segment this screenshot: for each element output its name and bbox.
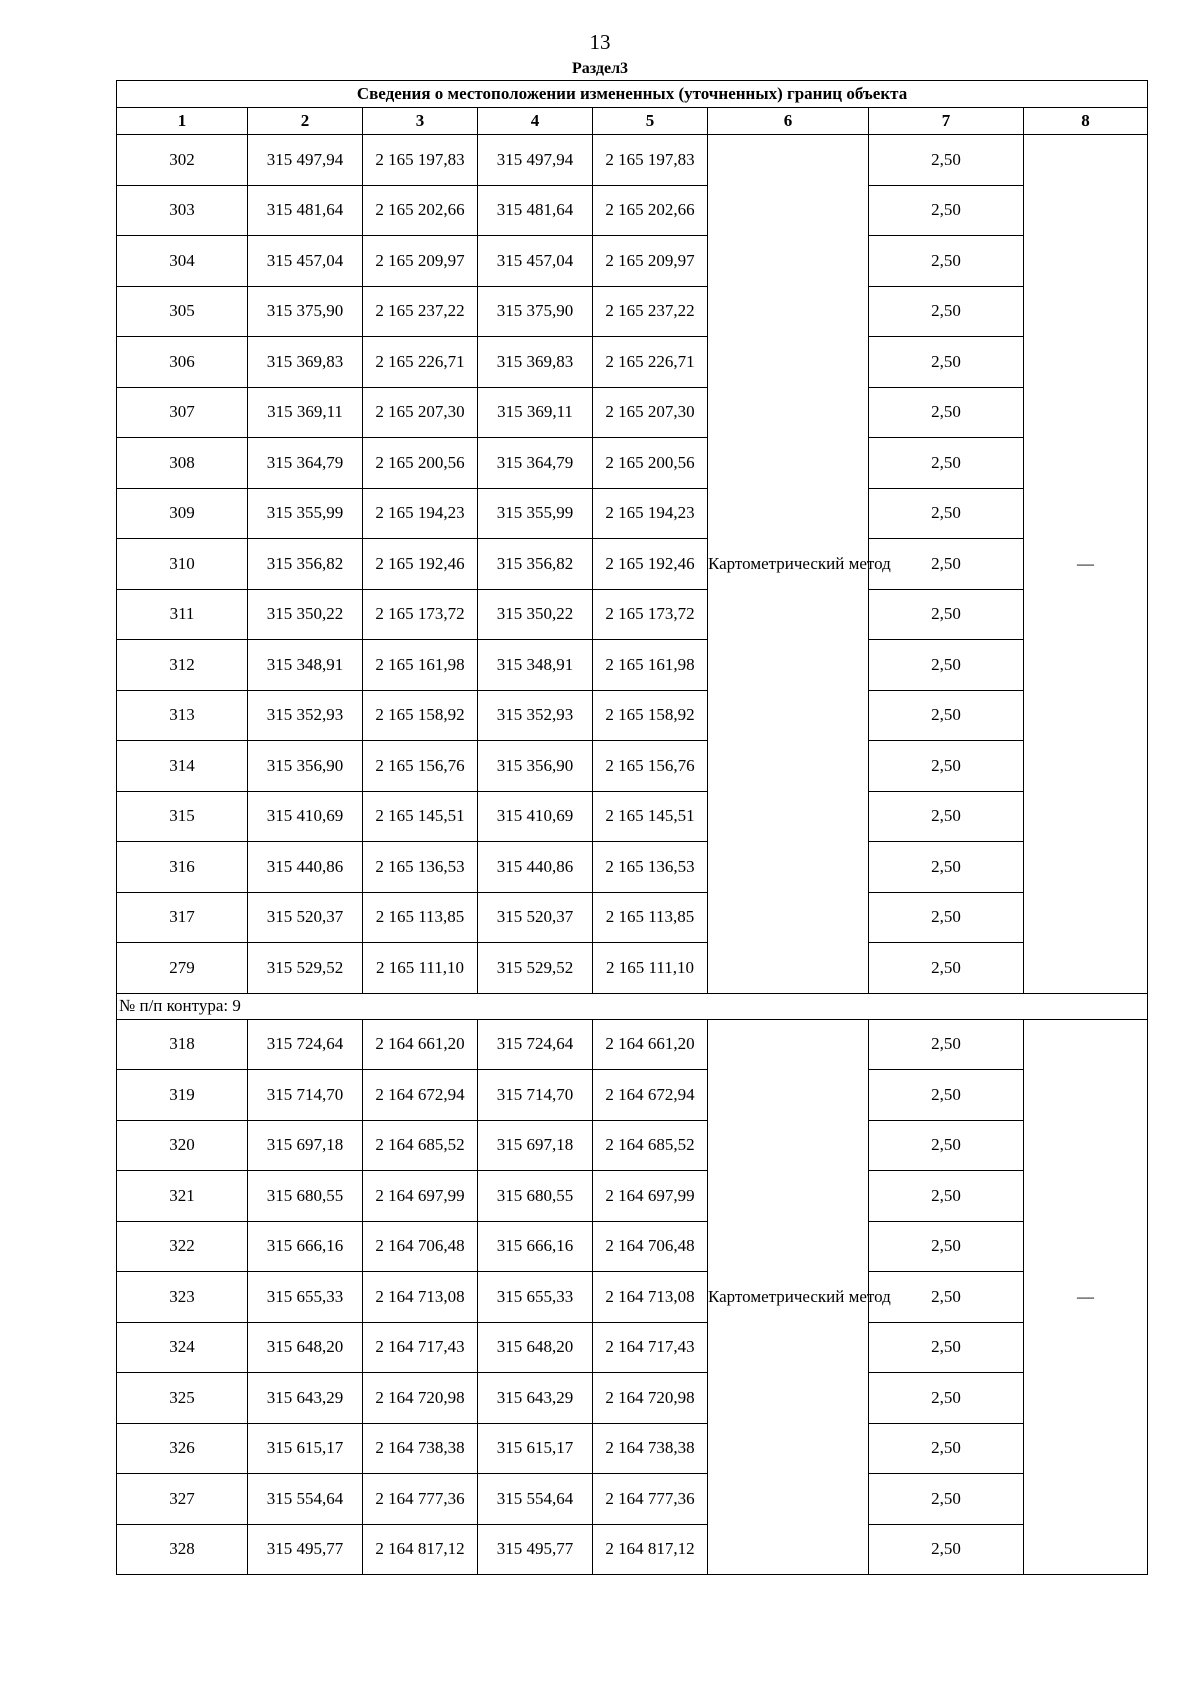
point-number-cell: 317 bbox=[117, 892, 248, 943]
point-number-cell: 308 bbox=[117, 438, 248, 489]
y-refined-cell: 2 164 672,94 bbox=[593, 1070, 708, 1121]
precision-cell: 2,50 bbox=[869, 488, 1024, 539]
x-refined-cell: 315 440,86 bbox=[478, 842, 593, 893]
y-existing-cell: 2 165 200,56 bbox=[363, 438, 478, 489]
y-refined-cell: 2 164 738,38 bbox=[593, 1423, 708, 1474]
table-row bbox=[117, 1120, 1148, 1171]
column-number-3: 3 bbox=[363, 108, 478, 135]
point-number-cell: 322 bbox=[117, 1221, 248, 1272]
point-number-cell: 326 bbox=[117, 1423, 248, 1474]
y-refined-cell: 2 165 161,98 bbox=[593, 640, 708, 691]
x-refined-cell: 315 697,18 bbox=[478, 1120, 593, 1171]
x-existing-cell: 315 648,20 bbox=[248, 1322, 363, 1373]
point-number-cell: 310 bbox=[117, 539, 248, 590]
table-row bbox=[117, 1221, 1148, 1272]
x-refined-cell: 315 520,37 bbox=[478, 892, 593, 943]
point-number-cell: 319 bbox=[117, 1070, 248, 1121]
x-existing-cell: 315 655,33 bbox=[248, 1272, 363, 1323]
y-existing-cell: 2 164 717,43 bbox=[363, 1322, 478, 1373]
precision-cell: 2,50 bbox=[869, 690, 1024, 741]
y-refined-cell: 2 164 720,98 bbox=[593, 1373, 708, 1424]
y-existing-cell: 2 164 697,99 bbox=[363, 1171, 478, 1222]
y-existing-cell: 2 165 194,23 bbox=[363, 488, 478, 539]
y-existing-cell: 2 165 145,51 bbox=[363, 791, 478, 842]
x-existing-cell: 315 375,90 bbox=[248, 286, 363, 337]
column-number-6: 6 bbox=[708, 108, 869, 135]
y-refined-cell: 2 165 194,23 bbox=[593, 488, 708, 539]
precision-cell: 2,50 bbox=[869, 539, 1024, 590]
precision-cell: 2,50 bbox=[869, 387, 1024, 438]
point-number-cell: 327 bbox=[117, 1474, 248, 1525]
x-refined-cell: 315 615,17 bbox=[478, 1423, 593, 1474]
table-row bbox=[117, 438, 1148, 489]
x-existing-cell: 315 666,16 bbox=[248, 1221, 363, 1272]
x-existing-cell: 315 520,37 bbox=[248, 892, 363, 943]
y-refined-cell: 2 165 207,30 bbox=[593, 387, 708, 438]
precision-cell: 2,50 bbox=[869, 286, 1024, 337]
table-row bbox=[117, 286, 1148, 337]
table-row bbox=[117, 892, 1148, 943]
table-row bbox=[117, 943, 1148, 994]
x-existing-cell: 315 410,69 bbox=[248, 791, 363, 842]
y-refined-cell: 2 165 226,71 bbox=[593, 337, 708, 388]
point-number-cell: 328 bbox=[117, 1524, 248, 1575]
precision-cell: 2,50 bbox=[869, 337, 1024, 388]
column-number-7: 7 bbox=[869, 108, 1024, 135]
table-title: Сведения о местоположении измененных (уточненных) границ объекта bbox=[117, 81, 1148, 108]
y-existing-cell: 2 165 192,46 bbox=[363, 539, 478, 590]
precision-cell: 2,50 bbox=[869, 943, 1024, 994]
y-refined-cell: 2 165 158,92 bbox=[593, 690, 708, 741]
y-refined-cell: 2 165 173,72 bbox=[593, 589, 708, 640]
point-number-cell: 305 bbox=[117, 286, 248, 337]
y-refined-cell: 2 164 685,52 bbox=[593, 1120, 708, 1171]
y-existing-cell: 2 165 197,83 bbox=[363, 135, 478, 186]
point-number-cell: 321 bbox=[117, 1171, 248, 1222]
x-existing-cell: 315 440,86 bbox=[248, 842, 363, 893]
column-number-1: 1 bbox=[117, 108, 248, 135]
precision-cell: 2,50 bbox=[869, 1524, 1024, 1575]
y-existing-cell: 2 165 173,72 bbox=[363, 589, 478, 640]
x-existing-cell: 315 352,93 bbox=[248, 690, 363, 741]
x-existing-cell: 315 457,04 bbox=[248, 236, 363, 287]
table-row bbox=[117, 1373, 1148, 1424]
precision-cell: 2,50 bbox=[869, 236, 1024, 287]
x-refined-cell: 315 554,64 bbox=[478, 1474, 593, 1525]
x-existing-cell: 315 355,99 bbox=[248, 488, 363, 539]
table-body bbox=[117, 135, 1148, 1575]
x-existing-cell: 315 643,29 bbox=[248, 1373, 363, 1424]
column-number-4: 4 bbox=[478, 108, 593, 135]
precision-cell: 2,50 bbox=[869, 1221, 1024, 1272]
y-refined-cell: 2 165 209,97 bbox=[593, 236, 708, 287]
table-row bbox=[117, 337, 1148, 388]
y-refined-cell: 2 165 156,76 bbox=[593, 741, 708, 792]
x-refined-cell: 315 350,22 bbox=[478, 589, 593, 640]
precision-cell: 2,50 bbox=[869, 1423, 1024, 1474]
y-refined-cell: 2 164 697,99 bbox=[593, 1171, 708, 1222]
x-existing-cell: 315 697,18 bbox=[248, 1120, 363, 1171]
table-row bbox=[117, 1322, 1148, 1373]
table-row bbox=[117, 640, 1148, 691]
y-refined-cell: 2 165 111,10 bbox=[593, 943, 708, 994]
precision-cell: 2,50 bbox=[869, 135, 1024, 186]
y-existing-cell: 2 165 207,30 bbox=[363, 387, 478, 438]
point-number-cell: 318 bbox=[117, 1019, 248, 1070]
precision-cell: 2,50 bbox=[869, 1373, 1024, 1424]
precision-cell: 2,50 bbox=[869, 741, 1024, 792]
y-refined-cell: 2 165 197,83 bbox=[593, 135, 708, 186]
page-number: 13 bbox=[589, 30, 611, 54]
y-existing-cell: 2 164 713,08 bbox=[363, 1272, 478, 1323]
table-row bbox=[117, 842, 1148, 893]
y-refined-cell: 2 164 713,08 bbox=[593, 1272, 708, 1323]
point-number-cell: 315 bbox=[117, 791, 248, 842]
y-refined-cell: 2 164 717,43 bbox=[593, 1322, 708, 1373]
precision-cell: 2,50 bbox=[869, 1171, 1024, 1222]
x-existing-cell: 315 497,94 bbox=[248, 135, 363, 186]
x-refined-cell: 315 352,93 bbox=[478, 690, 593, 741]
point-number-cell: 309 bbox=[117, 488, 248, 539]
y-existing-cell: 2 164 661,20 bbox=[363, 1019, 478, 1070]
y-existing-cell: 2 164 817,12 bbox=[363, 1524, 478, 1575]
boundary-table bbox=[116, 80, 1148, 1575]
x-refined-cell: 315 355,99 bbox=[478, 488, 593, 539]
x-refined-cell: 315 348,91 bbox=[478, 640, 593, 691]
table-row bbox=[117, 1272, 1148, 1323]
table-row bbox=[117, 589, 1148, 640]
x-existing-cell: 315 348,91 bbox=[248, 640, 363, 691]
table-row bbox=[117, 690, 1148, 741]
point-number-cell: 307 bbox=[117, 387, 248, 438]
x-refined-cell: 315 648,20 bbox=[478, 1322, 593, 1373]
y-refined-cell: 2 164 706,48 bbox=[593, 1221, 708, 1272]
x-refined-cell: 315 724,64 bbox=[478, 1019, 593, 1070]
table-row bbox=[117, 387, 1148, 438]
x-existing-cell: 315 714,70 bbox=[248, 1070, 363, 1121]
table-row bbox=[117, 539, 1148, 590]
x-existing-cell: 315 481,64 bbox=[248, 185, 363, 236]
x-refined-cell: 315 364,79 bbox=[478, 438, 593, 489]
column-number-row bbox=[117, 108, 1148, 135]
y-refined-cell: 2 165 200,56 bbox=[593, 438, 708, 489]
precision-cell: 2,50 bbox=[869, 438, 1024, 489]
precision-cell: 2,50 bbox=[869, 640, 1024, 691]
x-refined-cell: 315 410,69 bbox=[478, 791, 593, 842]
column-number-2: 2 bbox=[248, 108, 363, 135]
table-row bbox=[117, 1070, 1148, 1121]
x-existing-cell: 315 495,77 bbox=[248, 1524, 363, 1575]
column-8-cell: — bbox=[1024, 135, 1148, 994]
y-refined-cell: 2 165 136,53 bbox=[593, 842, 708, 893]
point-number-cell: 320 bbox=[117, 1120, 248, 1171]
table-row bbox=[117, 1524, 1148, 1575]
column-number-5: 5 bbox=[593, 108, 708, 135]
y-refined-cell: 2 165 113,85 bbox=[593, 892, 708, 943]
x-refined-cell: 315 643,29 bbox=[478, 1373, 593, 1424]
precision-cell: 2,50 bbox=[869, 1474, 1024, 1525]
x-refined-cell: 315 529,52 bbox=[478, 943, 593, 994]
point-number-cell: 311 bbox=[117, 589, 248, 640]
x-existing-cell: 315 554,64 bbox=[248, 1474, 363, 1525]
precision-cell: 2,50 bbox=[869, 185, 1024, 236]
point-number-cell: 324 bbox=[117, 1322, 248, 1373]
table-row bbox=[117, 1171, 1148, 1222]
x-existing-cell: 315 615,17 bbox=[248, 1423, 363, 1474]
x-refined-cell: 315 369,83 bbox=[478, 337, 593, 388]
y-existing-cell: 2 164 777,36 bbox=[363, 1474, 478, 1525]
precision-cell: 2,50 bbox=[869, 842, 1024, 893]
point-number-cell: 304 bbox=[117, 236, 248, 287]
table-row bbox=[117, 135, 1148, 186]
x-refined-cell: 315 356,90 bbox=[478, 741, 593, 792]
y-existing-cell: 2 164 720,98 bbox=[363, 1373, 478, 1424]
precision-cell: 2,50 bbox=[869, 1322, 1024, 1373]
y-existing-cell: 2 164 672,94 bbox=[363, 1070, 478, 1121]
point-number-cell: 323 bbox=[117, 1272, 248, 1323]
x-existing-cell: 315 369,83 bbox=[248, 337, 363, 388]
y-refined-cell: 2 165 192,46 bbox=[593, 539, 708, 590]
x-refined-cell: 315 356,82 bbox=[478, 539, 593, 590]
point-number-cell: 313 bbox=[117, 690, 248, 741]
section-title: Раздел3 bbox=[571, 60, 629, 77]
x-refined-cell: 315 481,64 bbox=[478, 185, 593, 236]
point-number-cell: 279 bbox=[117, 943, 248, 994]
table-row bbox=[117, 791, 1148, 842]
x-refined-cell: 315 369,11 bbox=[478, 387, 593, 438]
point-number-cell: 312 bbox=[117, 640, 248, 691]
method-cell: Картометрический метод bbox=[708, 1019, 869, 1575]
precision-cell: 2,50 bbox=[869, 1019, 1024, 1070]
precision-cell: 2,50 bbox=[869, 1070, 1024, 1121]
x-existing-cell: 315 356,90 bbox=[248, 741, 363, 792]
column-number-8: 8 bbox=[1024, 108, 1148, 135]
column-8-cell: — bbox=[1024, 1019, 1148, 1575]
x-refined-cell: 315 375,90 bbox=[478, 286, 593, 337]
precision-cell: 2,50 bbox=[869, 1272, 1024, 1323]
contour-header-row bbox=[117, 993, 1148, 1019]
x-refined-cell: 315 680,55 bbox=[478, 1171, 593, 1222]
y-existing-cell: 2 165 202,66 bbox=[363, 185, 478, 236]
x-refined-cell: 315 714,70 bbox=[478, 1070, 593, 1121]
x-refined-cell: 315 666,16 bbox=[478, 1221, 593, 1272]
y-existing-cell: 2 165 161,98 bbox=[363, 640, 478, 691]
x-refined-cell: 315 495,77 bbox=[478, 1524, 593, 1575]
x-existing-cell: 315 529,52 bbox=[248, 943, 363, 994]
y-existing-cell: 2 165 237,22 bbox=[363, 286, 478, 337]
y-existing-cell: 2 164 738,38 bbox=[363, 1423, 478, 1474]
x-existing-cell: 315 680,55 bbox=[248, 1171, 363, 1222]
y-existing-cell: 2 164 706,48 bbox=[363, 1221, 478, 1272]
y-refined-cell: 2 165 202,66 bbox=[593, 185, 708, 236]
table-row bbox=[117, 236, 1148, 287]
contour-label: № п/п контура: 9 bbox=[117, 993, 1148, 1019]
y-existing-cell: 2 165 226,71 bbox=[363, 337, 478, 388]
point-number-cell: 306 bbox=[117, 337, 248, 388]
x-refined-cell: 315 497,94 bbox=[478, 135, 593, 186]
point-number-cell: 302 bbox=[117, 135, 248, 186]
x-existing-cell: 315 356,82 bbox=[248, 539, 363, 590]
point-number-cell: 316 bbox=[117, 842, 248, 893]
y-existing-cell: 2 165 156,76 bbox=[363, 741, 478, 792]
x-existing-cell: 315 369,11 bbox=[248, 387, 363, 438]
x-existing-cell: 315 364,79 bbox=[248, 438, 363, 489]
table-row bbox=[117, 1474, 1148, 1525]
x-existing-cell: 315 724,64 bbox=[248, 1019, 363, 1070]
x-existing-cell: 315 350,22 bbox=[248, 589, 363, 640]
y-existing-cell: 2 165 209,97 bbox=[363, 236, 478, 287]
point-number-cell: 303 bbox=[117, 185, 248, 236]
table-row bbox=[117, 1423, 1148, 1474]
y-existing-cell: 2 165 113,85 bbox=[363, 892, 478, 943]
y-refined-cell: 2 165 237,22 bbox=[593, 286, 708, 337]
table-row bbox=[117, 741, 1148, 792]
table-row bbox=[117, 1019, 1148, 1070]
y-refined-cell: 2 164 817,12 bbox=[593, 1524, 708, 1575]
table-row bbox=[117, 488, 1148, 539]
point-number-cell: 325 bbox=[117, 1373, 248, 1424]
precision-cell: 2,50 bbox=[869, 589, 1024, 640]
precision-cell: 2,50 bbox=[869, 1120, 1024, 1171]
table-row bbox=[117, 185, 1148, 236]
y-refined-cell: 2 164 777,36 bbox=[593, 1474, 708, 1525]
y-refined-cell: 2 165 145,51 bbox=[593, 791, 708, 842]
point-number-cell: 314 bbox=[117, 741, 248, 792]
y-existing-cell: 2 165 136,53 bbox=[363, 842, 478, 893]
x-refined-cell: 315 655,33 bbox=[478, 1272, 593, 1323]
y-existing-cell: 2 165 111,10 bbox=[363, 943, 478, 994]
y-refined-cell: 2 164 661,20 bbox=[593, 1019, 708, 1070]
precision-cell: 2,50 bbox=[869, 892, 1024, 943]
precision-cell: 2,50 bbox=[869, 791, 1024, 842]
y-existing-cell: 2 165 158,92 bbox=[363, 690, 478, 741]
x-refined-cell: 315 457,04 bbox=[478, 236, 593, 287]
y-existing-cell: 2 164 685,52 bbox=[363, 1120, 478, 1171]
method-cell: Картометрический метод bbox=[708, 135, 869, 994]
